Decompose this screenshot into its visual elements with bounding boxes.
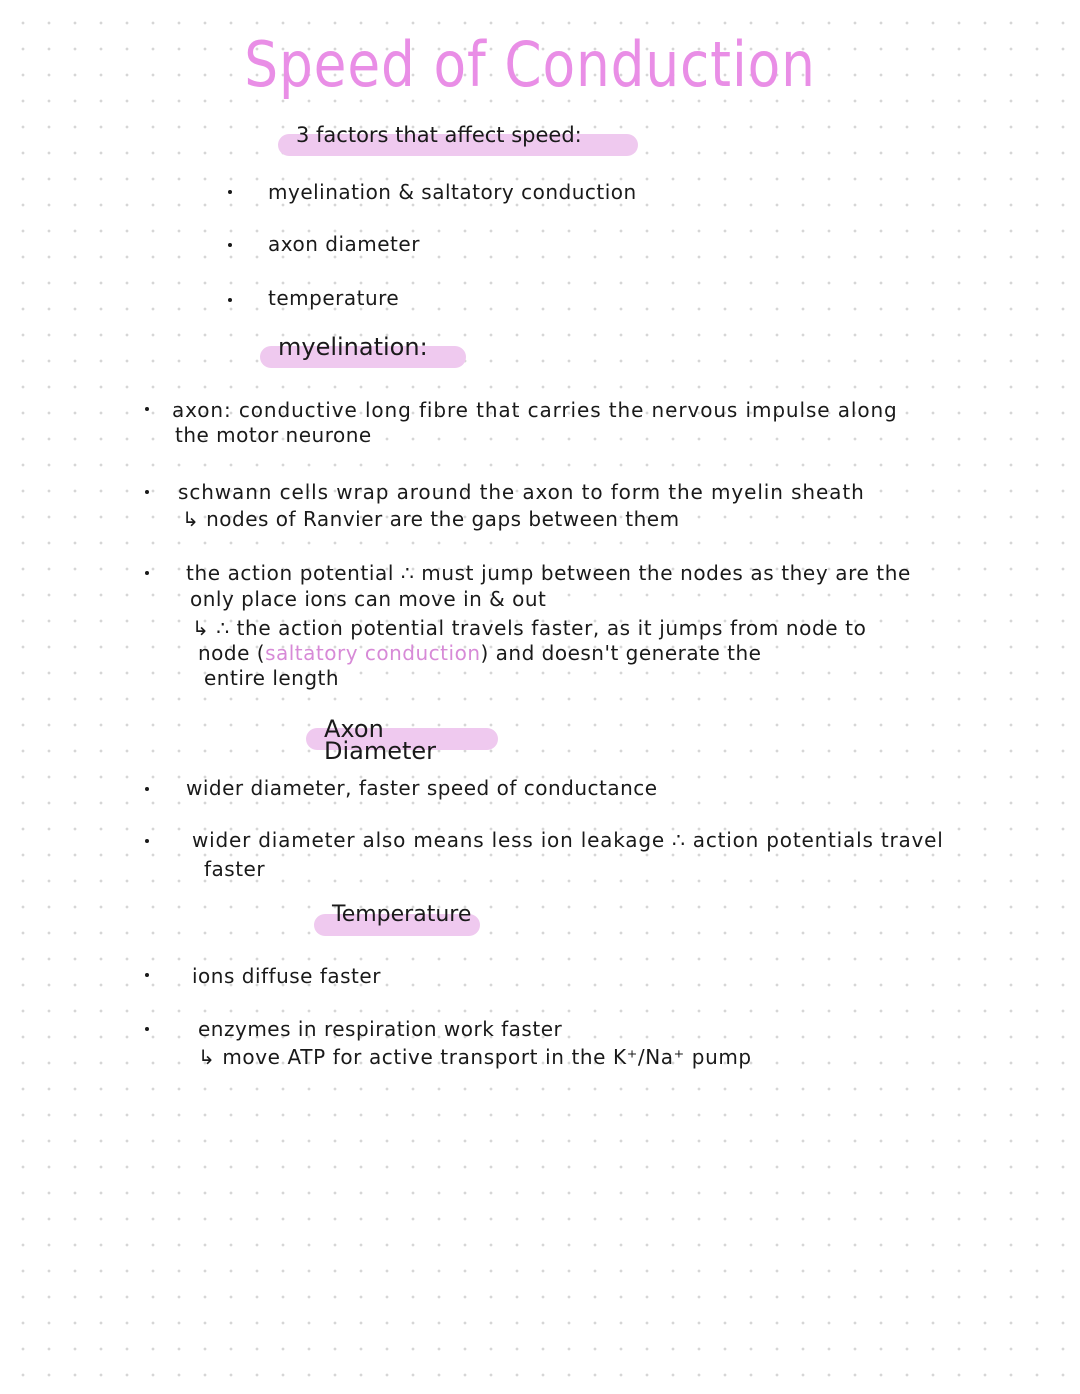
myelination-text: the motor neurone xyxy=(175,423,372,447)
axon-diameter-text: wider diameter also means less ion leakage ∴ action potentials travel xyxy=(192,828,944,852)
axon-diameter-text: wider diameter, faster speed of conductance xyxy=(186,776,658,800)
highlight-bar xyxy=(260,333,466,368)
myelination-text: ↳ nodes of Ranvier are the gaps between them xyxy=(182,507,680,531)
myelination-text: axon: conductive long fibre that carries the nervous impulse along xyxy=(172,398,898,422)
axon-diameter-heading: Axon Diameter xyxy=(324,715,437,765)
myelination-text-line xyxy=(198,641,761,665)
factor-item: axon diameter xyxy=(268,232,420,256)
factor-item: temperature xyxy=(268,286,400,310)
myelination-text: the action potential ∴ must jump between the nodes as they are the xyxy=(186,561,911,585)
factors-heading-box xyxy=(278,123,638,156)
bullet-dot xyxy=(145,973,149,977)
bullet-dot xyxy=(145,407,149,411)
temperature-text: enzymes in respiration work faster xyxy=(198,1017,563,1041)
myelination-text: entire length xyxy=(204,666,340,690)
bullet-dot xyxy=(145,490,149,494)
factors-heading: 3 factors that affect speed: xyxy=(296,123,582,147)
factor-item: myelination & saltatory conduction xyxy=(268,180,637,204)
bullet-dot xyxy=(145,839,149,843)
myelination-text: ↳ ∴ the action potential travels faster, as it jumps from node to xyxy=(192,616,867,640)
highlight-bar xyxy=(306,715,498,765)
temperature-text: ↳ move ATP for active transport in the K⁺/Na⁺ pump xyxy=(198,1045,752,1069)
temperature-text: ions diffuse faster xyxy=(192,964,381,988)
text-fragment: ) and doesn't generate the xyxy=(480,641,762,665)
saltatory-conduction-term: saltatory conduction xyxy=(265,641,481,665)
bullet-dot xyxy=(145,787,149,791)
bullet-dot xyxy=(145,571,149,575)
bullet-dot xyxy=(228,190,232,194)
axon-diameter-text: faster xyxy=(204,857,266,881)
highlight-bar xyxy=(314,902,480,936)
page-title: Speed of Conduction xyxy=(244,28,816,101)
myelination-heading-box xyxy=(260,333,466,369)
myelination-text: schwann cells wrap around the axon to form the myelin sheath xyxy=(178,480,865,504)
temperature-heading-box xyxy=(314,902,480,936)
bullet-dot xyxy=(228,298,232,302)
myelination-heading: myelination: xyxy=(278,333,428,361)
bullet-dot xyxy=(145,1027,149,1031)
highlight-bar xyxy=(278,123,638,156)
bullet-dot xyxy=(228,243,232,247)
temperature-heading: Temperature xyxy=(332,902,472,927)
axon-diameter-heading-box xyxy=(306,715,498,773)
text-fragment: node ( xyxy=(198,641,266,665)
myelination-text: only place ions can move in & out xyxy=(190,587,547,611)
